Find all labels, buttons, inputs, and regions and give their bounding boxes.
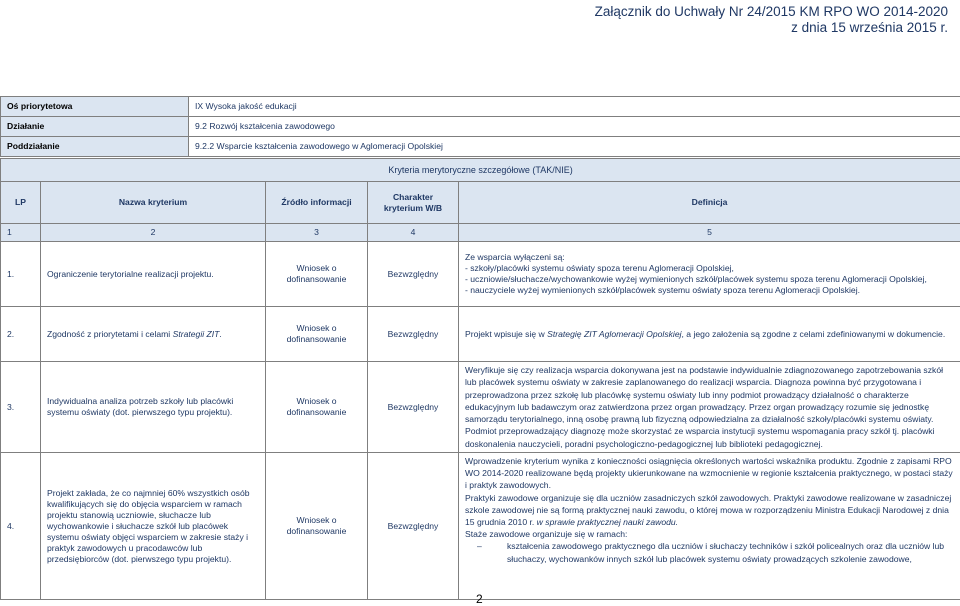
- row-definition: Weryfikuje się czy realizacja wsparcia dokonywana jest na podstawie indywidualnie zdiagnozowanego zapotrzebowania szkół lub placówek systemu oświaty w zakresie zaplanowanego do realizacji wsparcia. Diagnoza powinna być przygotowana i przeprowadzona przez szkołę lub placówkę systemu oświaty lub inny podmiot prowadzący działalność o charakterze edukacyjnym lub badawczym oraz zatwierdzona przez organ prowadzący. Przez organ prowadzący rozumie się jednostkę samorządu terytorialnego, inną osobę prawną lub fizyczną odpowiedzialna za działalność szkoły/placówki systemu oświaty. Podmiot przeprowadzający diagnozę może skorzystać ze wsparcia instytucji systemu wspomagania pracy szkół tj. placówki doskonalenia nauczycieli, poradni psychologiczno-pedagogicznej lub biblioteki pedagogicznej.: [459, 362, 960, 453]
- priority-label: Oś priorytetowa: [1, 97, 189, 117]
- definition-line: Ze wsparcia wyłączeni są:: [465, 252, 565, 262]
- column-number: 5: [459, 224, 960, 242]
- header-lp: LP: [1, 182, 41, 224]
- definition-paragraph: Praktyki zawodowe organizuje się dla uczniów zasadniczych szkół zawodowych. Praktyki zawodowe realizowane w zasadniczej szkole zawodowej nie są formą praktycznej nauki zawodu, o której mowa w rozporządzeniu Ministra Edukacji Narodowej z dnia 15 grudnia 2010 r. w sprawie praktycznej nauki zawodu.: [465, 492, 952, 528]
- column-numbers-row: [1, 224, 960, 242]
- row-lp: 3.: [1, 362, 41, 453]
- row-source: Wniosek o dofinansowanie: [266, 242, 368, 307]
- subaction-value: 9.2.2 Wsparcie kształcenia zawodowego w Aglomeracji Opolskiej: [189, 137, 960, 157]
- document-annex-header: [595, 4, 948, 36]
- table-row: [1, 453, 960, 600]
- list-item: – kształcenia zawodowego praktycznego dla uczniów i słuchaczy techników i szkół policealnych oraz dla uczniów lub słuchaczy, wychowanków innych szkół lub placówek systemu oświaty prowadzących szkolenie zawodowe,: [465, 540, 954, 564]
- row-character: Bezwzględny: [368, 453, 459, 600]
- definition-line: - szkoły/placówki systemu oświaty spoza terenu Aglomeracji Opolskiej,: [465, 263, 734, 273]
- definition-line: - nauczyciele wyżej wymienionych szkół/placówek systemu oświaty spoza terenu Aglomeracji Opolskiej.: [465, 285, 860, 295]
- criteria-table: [0, 158, 960, 600]
- row-definition: [459, 453, 960, 600]
- row-name: Ograniczenie terytorialne realizacji projektu.: [41, 242, 266, 307]
- page-number: 2: [476, 592, 483, 606]
- meta-row-subaction: [1, 137, 960, 157]
- dash-bullet-icon: –: [477, 541, 482, 552]
- action-value: 9.2 Rozwój kształcenia zawodowego: [189, 117, 960, 137]
- table-row: [1, 307, 960, 362]
- header-name: Nazwa kryterium: [41, 182, 266, 224]
- definition-paragraph: Staże zawodowe organizuje się w ramach:: [465, 529, 628, 540]
- meta-table: [0, 96, 960, 157]
- subaction-label: Poddziałanie: [1, 137, 189, 157]
- definition-line: - uczniowie/słuchacze/wychowankowie wyżej wymienionych szkół/placówek systemu spoza terenu Aglomeracji Opolskiej,: [465, 274, 927, 284]
- table-row: [1, 242, 960, 307]
- row-name: Indywidualna analiza potrzeb szkoły lub placówki systemu oświaty (dot. pierwszego typu projektu).: [41, 362, 266, 453]
- meta-row-priority: [1, 97, 960, 117]
- row-character: Bezwzględny: [368, 242, 459, 307]
- row-source: Wniosek o dofinansowanie: [266, 362, 368, 453]
- column-number: 1: [1, 224, 41, 242]
- meta-row-action: [1, 117, 960, 137]
- definition-paragraph: Wprowadzenie kryterium wynika z konieczności osiągnięcia określonych wartości wskaźnika produktu. Zgodnie z zapisami RPO WO 2014-2020 realizowane będą projekty ukierunkowane na wzmocnienie w regionie kształcenia praktycznego, w postaci staży i praktyk zawodowych.: [465, 456, 953, 491]
- row-definition: Projekt wpisuje się w Strategię ZIT Aglomeracji Opolskiej, a jego założenia są zgodne z celami zdefiniowanymi w dokumencie.: [459, 307, 960, 362]
- priority-value: IX Wysoka jakość edukacji: [189, 97, 960, 117]
- row-lp: 1.: [1, 242, 41, 307]
- column-number: 4: [368, 224, 459, 242]
- annex-date: z dnia 15 września 2015 r.: [791, 20, 948, 35]
- row-source: Wniosek o dofinansowanie: [266, 307, 368, 362]
- header-character: Charakter kryterium W/B: [368, 182, 459, 224]
- row-name: Zgodność z priorytetami i celami Strategii ZIT.: [41, 307, 266, 362]
- table-title: Kryteria merytoryczne szczegółowe (TAK/NIE): [1, 159, 960, 182]
- row-definition: [459, 242, 960, 307]
- header-row: [1, 182, 960, 224]
- row-lp: 2.: [1, 307, 41, 362]
- header-source: Źródło informacji: [266, 182, 368, 224]
- column-number: 2: [41, 224, 266, 242]
- row-character: Bezwzględny: [368, 362, 459, 453]
- row-source: Wniosek o dofinansowanie: [266, 453, 368, 600]
- definition-list: [465, 540, 954, 564]
- table-title-row: [1, 159, 960, 182]
- annex-title: Załącznik do Uchwały Nr 24/2015 KM RPO WO 2014-2020: [594, 4, 948, 19]
- header-definition: Definicja: [459, 182, 960, 224]
- table-row: [1, 362, 960, 453]
- row-name: Projekt zakłada, że co najmniej 60% wszystkich osób kwalifikujących się do objęcia wsparciem w ramach projektu stanowią uczniowie, słuchacze lub wychowankowie i słuchacze szkół lub placówek systemu oświaty objęci wsparciem w zakresie staży i praktyk zawodowych u pracodawców lub przedsiębiorców (dot. pierwszego typu projektu).: [41, 453, 266, 600]
- column-number: 3: [266, 224, 368, 242]
- row-character: Bezwzględny: [368, 307, 459, 362]
- row-lp: 4.: [1, 453, 41, 600]
- action-label: Działanie: [1, 117, 189, 137]
